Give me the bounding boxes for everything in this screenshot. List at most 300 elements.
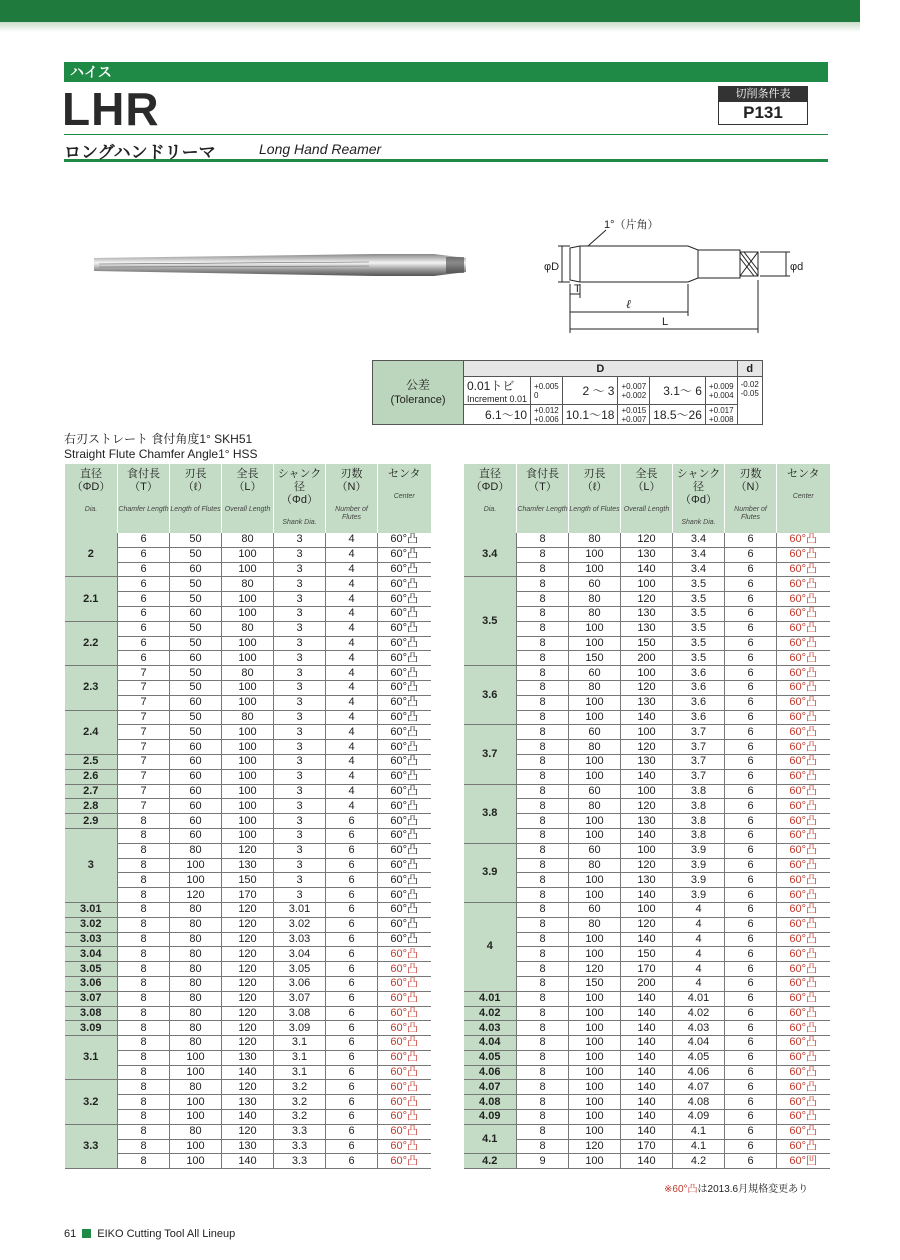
center-cell: 60°凸 [777, 1095, 830, 1110]
spec-cell: 100 [569, 1110, 621, 1125]
spec-cell: 4.09 [673, 1110, 725, 1125]
tolerance-col-D: D [464, 361, 738, 377]
diameter-cell: 4.08 [464, 1095, 517, 1110]
spec-cell: 6 [326, 976, 378, 991]
spec-cell: 80 [170, 962, 222, 977]
tol-range: 3.1～ 6 [650, 377, 706, 405]
diameter-cell: 3.07 [65, 991, 118, 1006]
spec-cell: 6 [326, 1124, 378, 1139]
spec-cell: 4 [326, 577, 378, 592]
spec-cell: 3.8 [673, 828, 725, 843]
center-cell: 60°凸 [378, 1154, 431, 1169]
spec-cell: 140 [621, 769, 673, 784]
spec-cell: 3.1 [274, 1036, 326, 1051]
table-row [464, 991, 830, 1006]
table-row [464, 858, 830, 873]
spec-cell: 4 [326, 621, 378, 636]
table-row [464, 1065, 830, 1080]
spec-cell: 100 [569, 1021, 621, 1036]
spec-cell: 8 [517, 962, 569, 977]
spec-cell: 4 [326, 710, 378, 725]
table-row [65, 828, 431, 843]
column-header: センタ Center [378, 464, 431, 533]
table-row [65, 680, 431, 695]
spec-cell: 6 [118, 547, 170, 562]
diameter-cell: 4 [464, 902, 517, 991]
spec-cell: 3.05 [274, 962, 326, 977]
spec-cell: 3.8 [673, 799, 725, 814]
spec-cell: 6 [725, 606, 777, 621]
spec-cell: 7 [118, 740, 170, 755]
spec-cell: 8 [517, 695, 569, 710]
center-cell: 60°凸 [777, 814, 830, 829]
spec-cell: 140 [222, 1065, 274, 1080]
spec-cell: 100 [170, 1095, 222, 1110]
center-cell: 60°凸 [378, 547, 431, 562]
spec-cell: 100 [569, 1065, 621, 1080]
table-row [464, 1021, 830, 1036]
table-row [65, 888, 431, 903]
spec-cell: 100 [621, 784, 673, 799]
center-cell: 60°凸 [378, 754, 431, 769]
spec-cell: 140 [621, 1154, 673, 1169]
spec-cell: 100 [222, 769, 274, 784]
spec-cell: 120 [621, 917, 673, 932]
spec-cell: 8 [517, 1006, 569, 1021]
spec-cell: 120 [222, 917, 274, 932]
spec-cell: 50 [170, 710, 222, 725]
spec-cell: 80 [569, 740, 621, 755]
spec-cell: 3 [274, 533, 326, 547]
center-cell: 60°凸 [378, 828, 431, 843]
spec-cell: 3.7 [673, 754, 725, 769]
spec-cell: 80 [170, 917, 222, 932]
table-row [65, 606, 431, 621]
spec-cell: 6 [326, 888, 378, 903]
center-cell: 60°凹 [777, 1154, 830, 1169]
table-row [65, 991, 431, 1006]
spec-cell: 6 [725, 1036, 777, 1051]
spec-cell: 140 [621, 1006, 673, 1021]
center-cell: 60°凸 [378, 636, 431, 651]
spec-cell: 60 [170, 769, 222, 784]
column-header: 全長 （L） Overall Length [222, 464, 274, 533]
table-row [464, 547, 830, 562]
table-row [65, 1050, 431, 1065]
spec-cell: 130 [621, 873, 673, 888]
diameter-cell: 3.7 [464, 725, 517, 784]
spec-cell: 8 [517, 577, 569, 592]
spec-cell: 8 [118, 843, 170, 858]
center-cell: 60°凸 [378, 710, 431, 725]
center-cell: 60°凸 [378, 962, 431, 977]
spec-cell: 60 [170, 784, 222, 799]
spec-cell: 6 [725, 680, 777, 695]
spec-cell: 6 [326, 1065, 378, 1080]
spec-cell: 6 [725, 991, 777, 1006]
diameter-cell: 2 [65, 533, 118, 577]
spec-cell: 100 [170, 1065, 222, 1080]
table-row [464, 606, 830, 621]
dim-l: ℓ [626, 297, 631, 311]
table-row [464, 1124, 830, 1139]
table-row [464, 1154, 830, 1169]
table-row [464, 740, 830, 755]
table-row [464, 769, 830, 784]
spec-cell: 100 [569, 991, 621, 1006]
spec-cell: 150 [569, 651, 621, 666]
center-cell: 60°凸 [378, 843, 431, 858]
spec-cell: 100 [222, 814, 274, 829]
table-row [464, 666, 830, 681]
spec-cell: 3.2 [274, 1110, 326, 1125]
spec-cell: 8 [118, 1080, 170, 1095]
column-header: シャンク径 （Φd） Shank Dia. [673, 464, 725, 533]
spec-cell: 6 [326, 1036, 378, 1051]
spec-cell: 6 [326, 858, 378, 873]
spec-cell: 130 [621, 547, 673, 562]
spec-cell: 6 [326, 1139, 378, 1154]
spec-cell: 140 [621, 1050, 673, 1065]
spec-cell: 4 [673, 976, 725, 991]
spec-cell: 8 [517, 606, 569, 621]
spec-cell: 4 [326, 769, 378, 784]
spec-cell: 100 [170, 1139, 222, 1154]
spec-cell: 6 [725, 976, 777, 991]
center-cell: 60°凸 [378, 1050, 431, 1065]
table-row [65, 1036, 431, 1051]
spec-cell: 80 [170, 947, 222, 962]
spec-cell: 100 [569, 1124, 621, 1139]
table-row [65, 740, 431, 755]
spec-cell: 8 [118, 1006, 170, 1021]
spec-cell: 170 [621, 962, 673, 977]
spec-cell: 100 [569, 636, 621, 651]
table-row [65, 1006, 431, 1021]
center-cell: 60°凸 [777, 932, 830, 947]
page-number: 61 [64, 1228, 77, 1240]
spec-cell: 80 [569, 680, 621, 695]
spec-cell: 60 [569, 725, 621, 740]
spec-cell: 3 [274, 636, 326, 651]
spec-cell: 6 [326, 828, 378, 843]
spec-cell: 4.08 [673, 1095, 725, 1110]
spec-cell: 8 [517, 725, 569, 740]
spec-cell: 3 [274, 547, 326, 562]
spec-cell: 60 [170, 562, 222, 577]
spec-cell: 140 [621, 888, 673, 903]
spec-cell: 4 [673, 947, 725, 962]
spec-cell: 3.5 [673, 651, 725, 666]
cutting-condition-label: 切削条件表 [719, 87, 807, 102]
spec-cell: 6 [118, 636, 170, 651]
spec-cell: 8 [517, 799, 569, 814]
spec-cell: 80 [170, 902, 222, 917]
spec-cell: 50 [170, 680, 222, 695]
center-cell: 60°凸 [378, 902, 431, 917]
spec-cell: 130 [621, 695, 673, 710]
center-cell: 60°凸 [777, 962, 830, 977]
center-cell: 60°凸 [777, 858, 830, 873]
spec-cell: 80 [222, 710, 274, 725]
diameter-cell: 4.06 [464, 1065, 517, 1080]
center-cell: 60°凸 [777, 1139, 830, 1154]
table-row [464, 962, 830, 977]
center-cell: 60°凸 [777, 828, 830, 843]
spec-cell: 8 [118, 1095, 170, 1110]
spec-cell: 6 [326, 843, 378, 858]
spec-cell: 8 [118, 828, 170, 843]
spec-cell: 100 [170, 873, 222, 888]
spec-cell: 6 [326, 902, 378, 917]
table-row [65, 814, 431, 829]
spec-cell: 120 [222, 932, 274, 947]
spec-cell: 80 [170, 976, 222, 991]
spec-cell: 4.01 [673, 991, 725, 1006]
diameter-cell: 3.6 [464, 666, 517, 725]
spec-cell: 80 [222, 533, 274, 547]
spec-cell: 3 [274, 592, 326, 607]
center-cell: 60°凸 [378, 873, 431, 888]
center-cell: 60°凸 [777, 991, 830, 1006]
table-row [464, 636, 830, 651]
spec-cell: 8 [517, 888, 569, 903]
table-row [65, 873, 431, 888]
spec-cell: 120 [569, 962, 621, 977]
center-cell: 60°凸 [777, 902, 830, 917]
center-cell: 60°凸 [777, 562, 830, 577]
spec-cell: 3 [274, 725, 326, 740]
spec-cell: 4 [673, 902, 725, 917]
spec-cell: 6 [725, 858, 777, 873]
spec-cell: 4 [326, 547, 378, 562]
center-cell: 60°凸 [777, 695, 830, 710]
spec-cell: 3.6 [673, 680, 725, 695]
spec-cell: 4.04 [673, 1036, 725, 1051]
diameter-cell: 4.03 [464, 1021, 517, 1036]
spec-cell: 3 [274, 562, 326, 577]
spec-cell: 8 [118, 873, 170, 888]
spec-change-note [664, 1180, 808, 1195]
dim-L: L [662, 316, 669, 328]
table-row [65, 947, 431, 962]
spec-cell: 7 [118, 769, 170, 784]
spec-cell: 3.5 [673, 577, 725, 592]
spec-cell: 8 [517, 666, 569, 681]
spec-cell: 80 [222, 666, 274, 681]
spec-cell: 6 [725, 533, 777, 547]
spec-cell: 4 [326, 740, 378, 755]
spec-cell: 8 [517, 1080, 569, 1095]
table-row [464, 1095, 830, 1110]
spec-cell: 130 [222, 1095, 274, 1110]
spec-cell: 6 [725, 962, 777, 977]
spec-cell: 6 [725, 754, 777, 769]
spec-cell: 60 [569, 577, 621, 592]
spec-cell: 4 [326, 533, 378, 547]
spec-cell: 3.5 [673, 636, 725, 651]
spec-cell: 100 [569, 1050, 621, 1065]
table-row [65, 1095, 431, 1110]
spec-cell: 6 [725, 577, 777, 592]
center-cell: 60°凸 [777, 976, 830, 991]
spec-cell: 150 [222, 873, 274, 888]
diameter-cell: 2.4 [65, 710, 118, 754]
spec-cell: 6 [725, 666, 777, 681]
spec-cell: 4.05 [673, 1050, 725, 1065]
table-row [65, 1021, 431, 1036]
spec-cell: 100 [621, 577, 673, 592]
table-row [464, 784, 830, 799]
spec-cell: 3.6 [673, 710, 725, 725]
spec-cell: 8 [517, 947, 569, 962]
top-band [0, 0, 860, 22]
table-row [65, 562, 431, 577]
spec-cell: 100 [569, 769, 621, 784]
center-cell: 60°凸 [777, 917, 830, 932]
table-row [65, 799, 431, 814]
product-name-jp: ロングハンドリーマ [64, 143, 216, 162]
spec-cell: 8 [517, 1095, 569, 1110]
spec-cell: 140 [621, 1124, 673, 1139]
center-cell: 60°凸 [378, 858, 431, 873]
spec-cell: 3.6 [673, 666, 725, 681]
spec-cell: 4 [326, 562, 378, 577]
center-cell: 60°凸 [378, 725, 431, 740]
spec-cell: 80 [569, 606, 621, 621]
spec-cell: 100 [569, 562, 621, 577]
spec-cell: 6 [118, 562, 170, 577]
center-cell: 60°凸 [777, 547, 830, 562]
spec-table-left [64, 464, 431, 1169]
spec-cell: 6 [725, 947, 777, 962]
cutting-condition-box[interactable] [718, 86, 808, 125]
table-row [464, 814, 830, 829]
spec-cell: 100 [222, 799, 274, 814]
spec-cell: 8 [517, 1050, 569, 1065]
center-cell: 60°凸 [378, 533, 431, 547]
spec-cell: 6 [725, 917, 777, 932]
spec-cell: 80 [170, 1006, 222, 1021]
spec-cell: 3 [274, 740, 326, 755]
spec-cell: 3 [274, 666, 326, 681]
spec-cell: 100 [222, 725, 274, 740]
spec-cell: 80 [569, 858, 621, 873]
spec-cell: 100 [569, 947, 621, 962]
spec-cell: 50 [170, 636, 222, 651]
spec-cell: 8 [118, 947, 170, 962]
spec-cell: 8 [517, 902, 569, 917]
spec-intro-jp: 右刃ストレート 食付角度1° SKH51 [64, 432, 253, 446]
spec-cell: 3.9 [673, 888, 725, 903]
spec-cell: 8 [517, 917, 569, 932]
spec-cell: 130 [222, 1050, 274, 1065]
spec-cell: 8 [118, 902, 170, 917]
spec-cell: 7 [118, 784, 170, 799]
spec-cell: 60 [569, 902, 621, 917]
spec-cell: 100 [569, 814, 621, 829]
table-row [65, 1154, 431, 1169]
spec-cell: 6 [725, 1065, 777, 1080]
spec-cell: 6 [725, 1050, 777, 1065]
spec-cell: 6 [725, 888, 777, 903]
spec-cell: 100 [569, 1095, 621, 1110]
diameter-cell: 3.1 [65, 1036, 118, 1080]
spec-cell: 6 [326, 1050, 378, 1065]
spec-cell: 6 [725, 562, 777, 577]
tol-d-val: -0.02 -0.05 [737, 377, 762, 425]
cutting-condition-page[interactable]: P131 [743, 103, 783, 122]
spec-cell: 4 [673, 932, 725, 947]
spec-cell: 100 [569, 828, 621, 843]
spec-cell: 100 [569, 547, 621, 562]
table-row [464, 843, 830, 858]
table-row [65, 932, 431, 947]
spec-cell: 140 [621, 1095, 673, 1110]
spec-cell: 7 [118, 680, 170, 695]
tol-range: 6.1～10 [464, 405, 531, 425]
spec-cell: 3.4 [673, 547, 725, 562]
spec-cell: 3 [274, 858, 326, 873]
center-cell: 60°凸 [378, 1036, 431, 1051]
table-row [65, 976, 431, 991]
table-row [464, 1139, 830, 1154]
spec-cell: 6 [725, 814, 777, 829]
spec-cell: 6 [725, 710, 777, 725]
spec-cell: 3 [274, 710, 326, 725]
spec-cell: 3 [274, 695, 326, 710]
table-row [464, 799, 830, 814]
spec-cell: 120 [170, 888, 222, 903]
center-cell: 60°凸 [378, 976, 431, 991]
spec-cell: 100 [569, 1154, 621, 1169]
center-cell: 60°凸 [378, 1124, 431, 1139]
spec-cell: 60 [170, 828, 222, 843]
table-row [65, 621, 431, 636]
spec-intro-en: Straight Flute Chamfer Angle1° HSS [64, 447, 258, 461]
spec-cell: 3 [274, 769, 326, 784]
spec-cell: 60 [170, 651, 222, 666]
spec-cell: 8 [118, 1021, 170, 1036]
table-row [65, 710, 431, 725]
table-row [464, 592, 830, 607]
tol-range: 18.5～26 [650, 405, 706, 425]
spec-cell: 80 [170, 1021, 222, 1036]
tolerance-label: 公差 (Tolerance) [373, 361, 464, 425]
spec-cell: 4.02 [673, 1006, 725, 1021]
spec-cell: 6 [725, 740, 777, 755]
table-row [464, 1050, 830, 1065]
spec-cell: 8 [517, 1021, 569, 1036]
tolerance-table [372, 360, 763, 425]
diameter-cell: 3 [65, 828, 118, 902]
angle-label: 1°（片角） [604, 219, 659, 231]
diameter-cell: 3.2 [65, 1080, 118, 1124]
spec-cell: 100 [621, 843, 673, 858]
spec-cell: 3 [274, 843, 326, 858]
center-cell: 60°凸 [777, 1080, 830, 1095]
center-cell: 60°凸 [378, 991, 431, 1006]
center-cell: 60°凸 [378, 651, 431, 666]
spec-cell: 80 [569, 533, 621, 547]
table-row [65, 858, 431, 873]
spec-cell: 100 [569, 873, 621, 888]
spec-cell: 3 [274, 680, 326, 695]
spec-cell: 100 [569, 754, 621, 769]
spec-cell: 8 [517, 621, 569, 636]
table-row [464, 888, 830, 903]
tol-range-val: +0.017 +0.008 [705, 405, 737, 425]
